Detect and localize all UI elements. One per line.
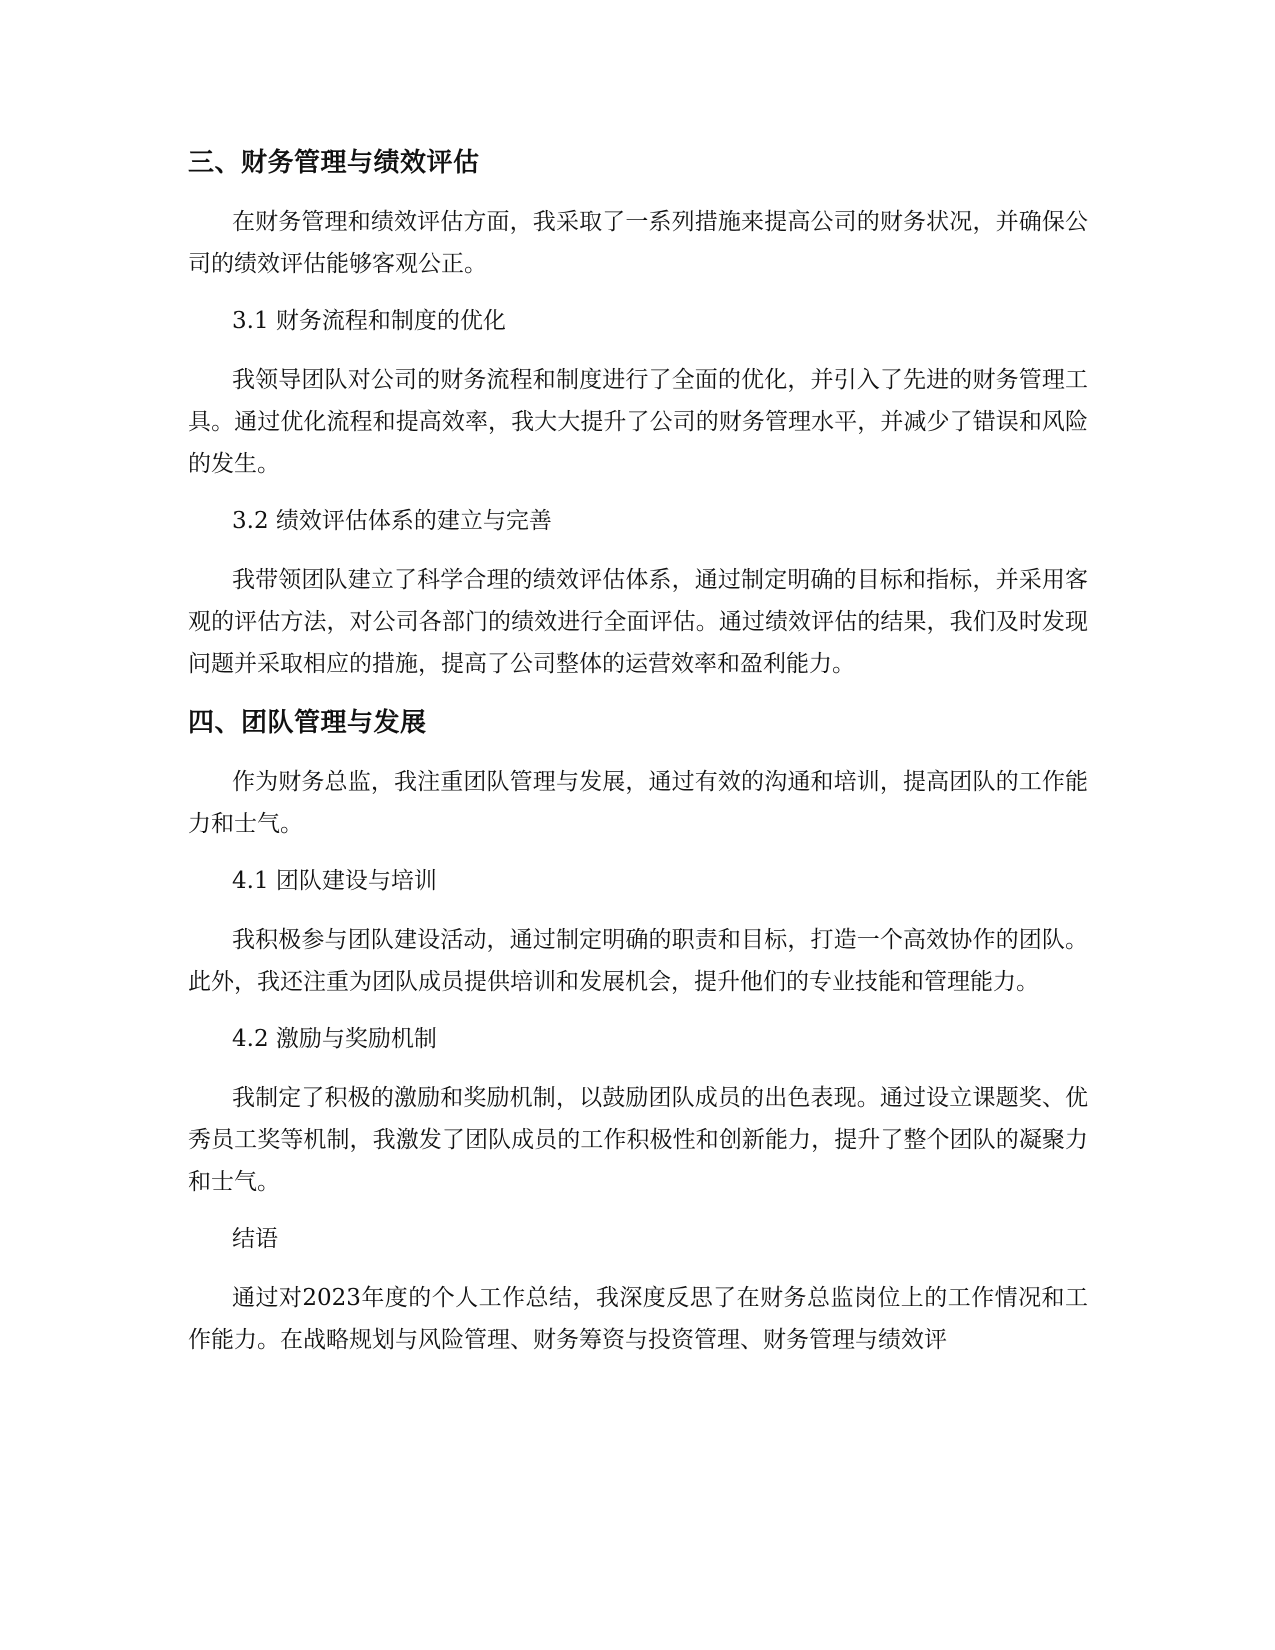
subsection-3-1-text: 我领导团队对公司的财务流程和制度进行了全面的优化，并引入了先进的财务管理工具。通过优化流程和提高效率，我大大提升了公司的财务管理水平，并减少了错误和风险的发生。 — [188, 367, 1088, 477]
conclusion-text: 通过对2023年度的个人工作总结，我深度反思了在财务总监岗位上的工作情况和工作能力。在战略规划与风险管理、财务筹资与投资管理、财务管理与绩效评 — [188, 1285, 1088, 1353]
conclusion-title: 结语 — [232, 1226, 278, 1252]
subsection-3-1-title: 3.1 财务流程和制度的优化 — [232, 308, 506, 334]
subsection-4-2-text: 我制定了积极的激励和奖励机制，以鼓励团队成员的出色表现。通过设立课题奖、优秀员工奖等机制，我激发了团队成员的工作积极性和创新能力，提升了整个团队的凝聚力和士气。 — [188, 1085, 1088, 1195]
section-3-intro: 在财务管理和绩效评估方面，我采取了一系列措施来提高公司的财务状况，并确保公司的绩效评估能够客观公正。 — [188, 209, 1088, 277]
document-page — [188, 145, 1088, 1361]
section-4-intro: 作为财务总监，我注重团队管理与发展，通过有效的沟通和培训，提高团队的工作能力和士气。 — [188, 769, 1088, 837]
subsection-4-1-text: 我积极参与团队建设活动，通过制定明确的职责和目标，打造一个高效协作的团队。此外，我还注重为团队成员提供培训和发展机会，提升他们的专业技能和管理能力。 — [188, 927, 1088, 995]
section-heading-3: 三、财务管理与绩效评估 — [188, 148, 480, 178]
subsection-4-1-title: 4.1 团队建设与培训 — [232, 868, 437, 894]
subsection-4-2-title: 4.2 激励与奖励机制 — [232, 1026, 437, 1052]
subsection-3-2-text: 我带领团队建立了科学合理的绩效评估体系，通过制定明确的目标和指标，并采用客观的评估方法，对公司各部门的绩效进行全面评估。通过绩效评估的结果，我们及时发现问题并采取相应的措施，提高了公司整体的运营效率和盈利能力。 — [188, 567, 1088, 677]
section-heading-4: 四、团队管理与发展 — [188, 708, 427, 738]
subsection-3-2-title: 3.2 绩效评估体系的建立与完善 — [232, 508, 552, 534]
